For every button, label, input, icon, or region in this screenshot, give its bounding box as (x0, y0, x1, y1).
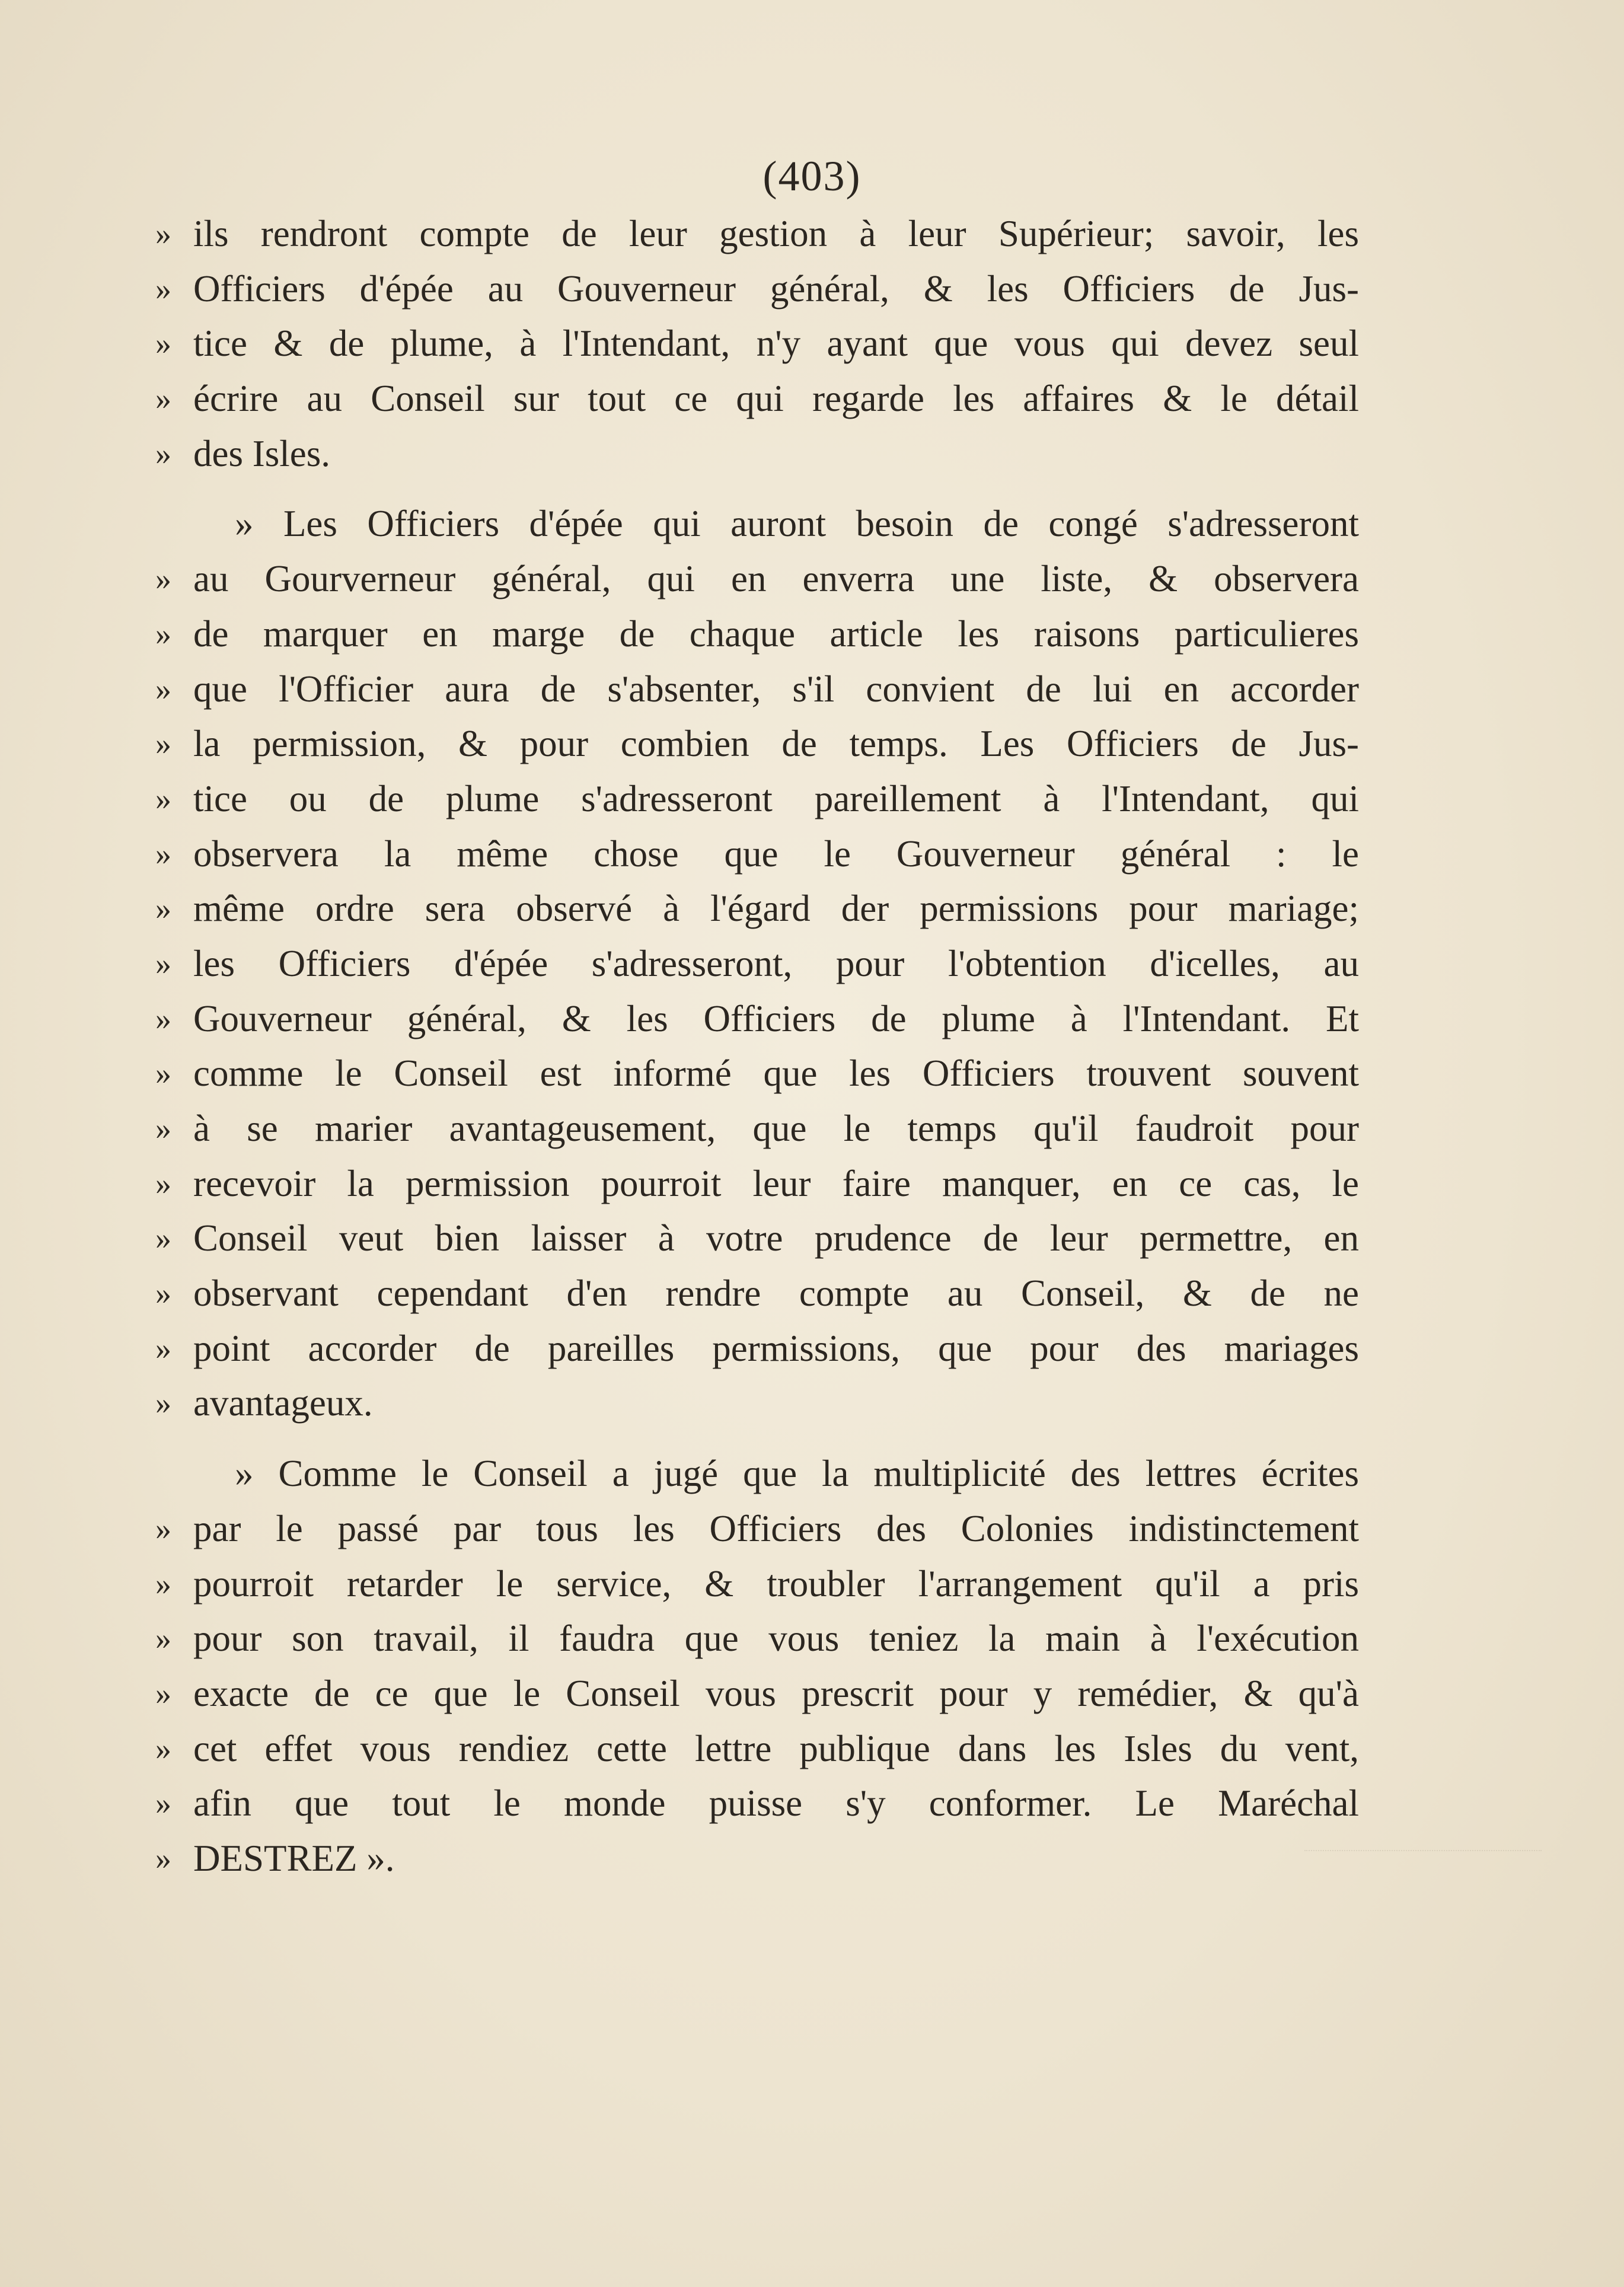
line-text: recevoir la permission pourroit leur faire manquer, en ce cas, le (193, 1162, 1359, 1204)
line-text: la permission, & pour combien de temps. Les Officiers de Jus- (193, 723, 1359, 765)
text-line (155, 1211, 1371, 1266)
quotation-mark: » (155, 561, 171, 597)
text-line (155, 1776, 1371, 1831)
line-text: » Comme le Conseil a jugé que la multiplicité des lettres écrites (235, 1453, 1359, 1495)
text-line (155, 426, 1371, 481)
line-text: à se marier avantageusement, que le temps qu'il faudroit pour (193, 1108, 1359, 1149)
text-line (155, 1046, 1371, 1101)
quotation-mark: » (155, 1510, 171, 1546)
text-line (155, 1721, 1371, 1776)
text-line (155, 371, 1371, 426)
line-text: écrire au Conseil sur tout ce qui regarde les affaires & le détail (193, 378, 1359, 420)
text-line (155, 1611, 1371, 1666)
quotation-mark: » (155, 1565, 171, 1602)
quotation-mark: » (155, 1111, 171, 1146)
quotation-mark: » (155, 1275, 171, 1312)
line-text: par le passé par tous les Officiers des Colonies indistinctement (193, 1507, 1359, 1549)
line-text: comme le Conseil est informé que les Officiers trouvent souvent (193, 1052, 1359, 1095)
quotation-mark: » (155, 945, 171, 981)
quotation-mark: » (155, 1220, 171, 1256)
body-text (155, 206, 1371, 1886)
line-text: observant cependant d'en rendre compte au Conseil, & de ne (193, 1272, 1359, 1315)
line-text: avantageux. (193, 1382, 373, 1424)
line-text: des Isles. (193, 432, 330, 474)
text-line (155, 1266, 1371, 1321)
line-text: même ordre sera observé à l'égard der permissions pour mariage; (193, 888, 1359, 930)
line-text: observera la même chose que le Gouverneur général : le (193, 832, 1359, 875)
quotation-mark: » (155, 326, 171, 362)
text-line (155, 991, 1371, 1047)
line-text: pourroit retarder le service, & troubler l'arrangement qu'il a pris (193, 1562, 1359, 1605)
text-line (155, 1156, 1371, 1211)
line-text: DESTREZ ». (193, 1837, 395, 1879)
line-text: point accorder de pareilles permissions, que pour des mariages (193, 1327, 1359, 1369)
quotation-mark: » (155, 270, 171, 307)
line-text: de marquer en marge de chaque article les raisons particulieres (193, 613, 1359, 655)
text-line (155, 1501, 1371, 1556)
quotation-mark: » (155, 1675, 171, 1711)
bleed-through-mark (1304, 1850, 1542, 1875)
line-text: afin que tout le monde puisse s'y conformer. Le Maréchal (193, 1782, 1359, 1825)
text-line (155, 1666, 1371, 1721)
text-line (155, 1556, 1371, 1612)
quotation-mark: » (155, 1055, 171, 1092)
quotation-mark: » (155, 1730, 171, 1766)
text-line (155, 551, 1371, 607)
quotation-mark: » (155, 1385, 171, 1421)
quotation-mark: » (155, 726, 171, 762)
quotation-mark: » (155, 615, 171, 652)
line-text: pour son travail, il faudra que vous teniez la main à l'exécution (193, 1618, 1359, 1660)
text-line (155, 1321, 1371, 1376)
line-text: que l'Officier aura de s'absenter, s'il convient de lui en accorder (193, 668, 1359, 710)
quotation-mark: » (155, 1165, 171, 1201)
text-line (155, 716, 1371, 771)
quotation-mark: » (155, 1840, 171, 1876)
text-line (155, 771, 1371, 827)
line-text: tice ou de plume s'adresseront pareillement à l'Intendant, qui (193, 777, 1359, 819)
line-text: Officiers d'épée au Gouverneur général, & les Officiers de Jus- (193, 267, 1359, 310)
page-number: (403) (762, 152, 862, 200)
text-line (155, 881, 1371, 936)
text-line (155, 316, 1371, 371)
text-line (155, 827, 1371, 882)
text-line (155, 1376, 1371, 1431)
line-text: Gouverneur général, & les Officiers de plume à l'Intendant. Et (193, 997, 1359, 1039)
line-text: les Officiers d'épée s'adresseront, pour l'obtention d'icelles, au (193, 942, 1359, 984)
quotation-mark: » (155, 1621, 171, 1657)
text-line (155, 607, 1371, 662)
line-text: Conseil veut bien laisser à votre prudence de leur permettre, en (193, 1217, 1359, 1259)
text-line (155, 1446, 1371, 1501)
quotation-mark: » (155, 216, 171, 251)
line-text: tice & de plume, à l'Intendant, n'y ayant que vous qui devez seul (193, 323, 1359, 365)
quotation-mark: » (155, 1330, 171, 1366)
text-line (155, 206, 1371, 261)
line-text: au Gourverneur général, qui en enverra une liste, & observera (193, 558, 1359, 600)
quotation-mark: » (155, 1785, 171, 1822)
line-text: » Les Officiers d'épée qui auront besoin de congé s'adresseront (235, 503, 1359, 545)
quotation-mark: » (155, 835, 171, 872)
quotation-mark: » (155, 435, 171, 471)
quotation-mark: » (155, 381, 171, 417)
text-line (155, 1831, 1371, 1886)
line-text: cet effet vous rendiez cette lettre publique dans les Isles du vent, (193, 1727, 1359, 1769)
text-line (155, 261, 1371, 317)
line-text: ils rendront compte de leur gestion à leur Supérieur; savoir, les (193, 213, 1359, 254)
quotation-mark: » (155, 671, 171, 707)
quotation-mark: » (155, 891, 171, 927)
text-line (155, 496, 1371, 551)
text-line (155, 1101, 1371, 1156)
line-text: exacte de ce que le Conseil vous prescrit pour y remédier, & qu'à (193, 1672, 1359, 1714)
quotation-mark: » (155, 1000, 171, 1036)
text-line (155, 936, 1371, 991)
text-line (155, 662, 1371, 717)
quotation-mark: » (155, 780, 171, 816)
